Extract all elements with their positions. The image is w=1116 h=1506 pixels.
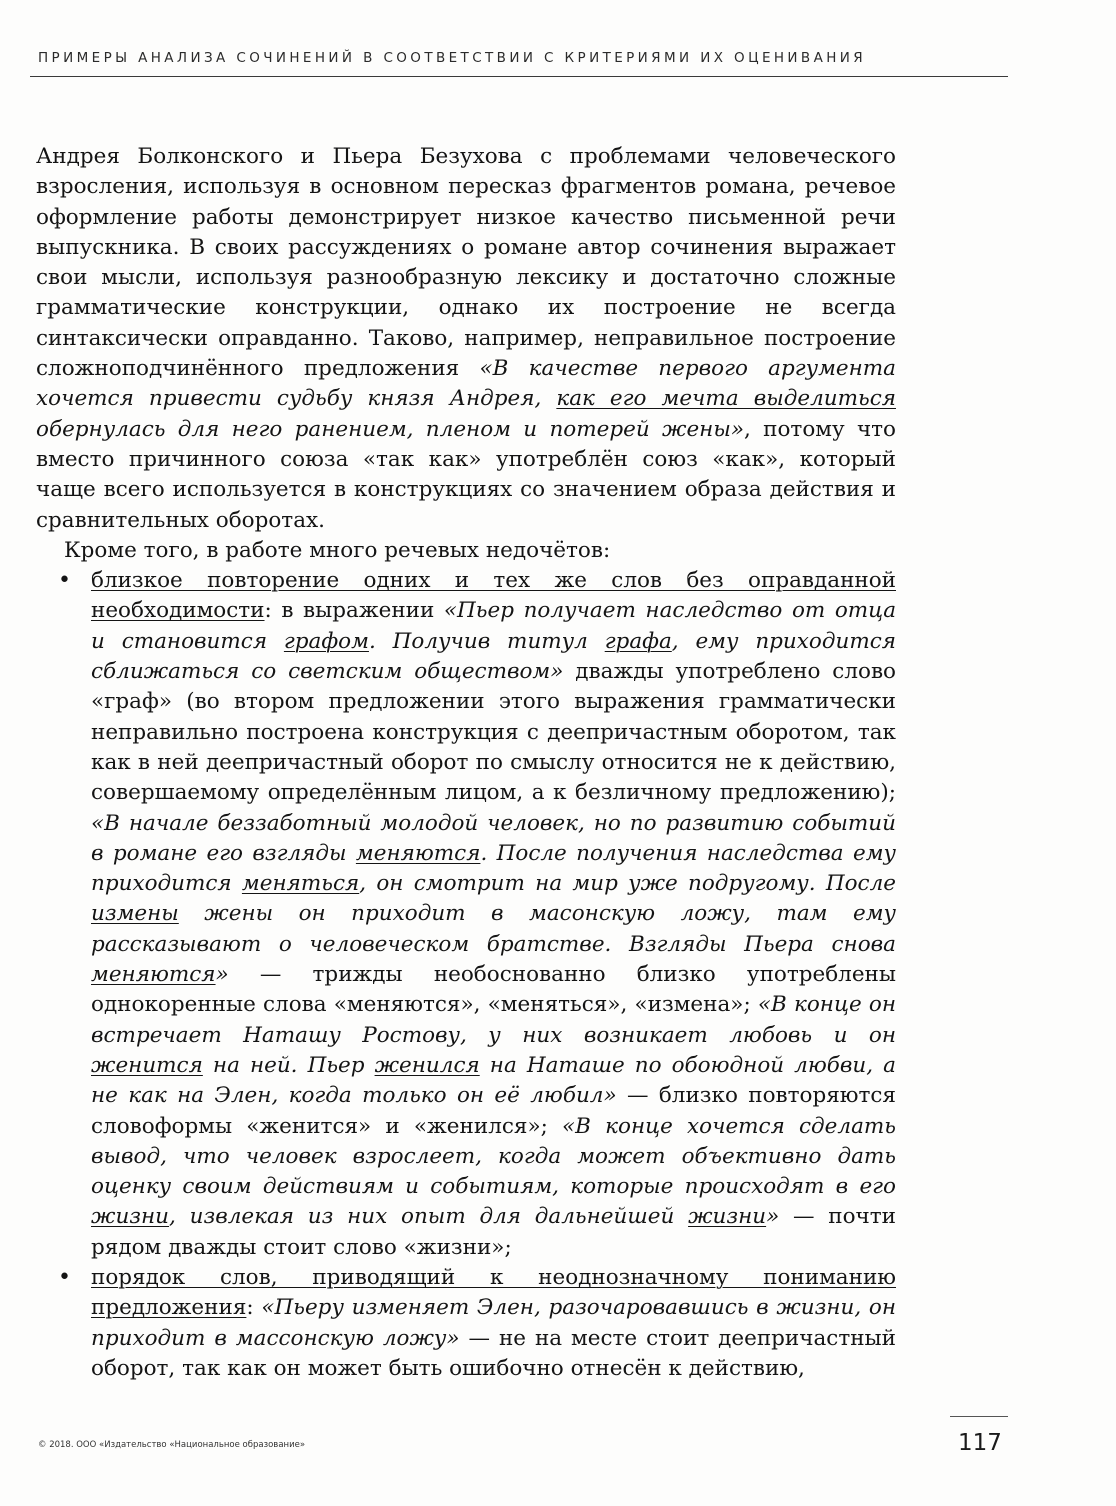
underlined-run: меняются (355, 840, 481, 866)
quote-run: . После получения наследства ему приходится (91, 840, 896, 897)
text-run: — не на месте стоит деепричастный оборот, так как он может быть ошибочно отнесён к действию, (91, 1325, 897, 1381)
running-head: ПРИМЕРЫ АНАЛИЗА СОЧИНЕНИЙ В СООТВЕТСТВИИ С КРИТЕРИЯМИ ИХ ОЦЕНИВАНИЯ (38, 50, 867, 66)
quote-run: «Пьеру изменяет Элен, разочаровавшись в жизни, он приходит в массонскую ложу» (91, 1295, 897, 1351)
underlined-run: измены (91, 901, 179, 927)
underlined-run: меняются (91, 962, 216, 988)
text-run: : (246, 1295, 262, 1321)
list-item (36, 566, 896, 1263)
quote-run: . Получив титул (368, 628, 605, 654)
bullet-lead: порядок слов, приводящий к неоднозначному пониманию предложения (91, 1264, 896, 1321)
quote-run: обернулась для него ранением, пленом и потерей жены» (36, 416, 744, 442)
quote-run: » (766, 1204, 780, 1230)
quote-run: «В начале беззаботный молодой человек, но по развитию событий в романе его взгляды (91, 810, 896, 866)
list-item (36, 1263, 896, 1384)
page-body (36, 142, 896, 1384)
underlined-run: жизни (91, 1204, 170, 1230)
bullet-lead: близкое повторение одних и тех же слов без оправданной необходимости (91, 568, 896, 624)
deficiency-list (36, 566, 896, 1384)
quote-run: » (215, 962, 229, 988)
quote-run: «В конце хочется сделать вывод, что человек взрослеет, когда может объективно дать оценку своим действиям и событиям, которые происходят в его (91, 1113, 896, 1200)
text-run: — близко повторяются словоформы «женится» и «женился»; (91, 1083, 896, 1139)
text-run: — почти рядом дважды стоит слово «жизни»; (91, 1204, 896, 1260)
underlined-run: графа (604, 628, 672, 654)
paragraph-analysis (36, 142, 896, 536)
underlined-run: женился (374, 1052, 480, 1078)
underlined-run: женится (91, 1052, 203, 1078)
footer-divider (950, 1416, 1008, 1417)
quote-run: , он смотрит на мир уже подругому. После (359, 871, 896, 897)
underlined-run: графом (283, 628, 369, 654)
underlined-run: как его мечта выделиться (556, 386, 896, 412)
page-number: 117 (958, 1430, 1002, 1456)
quote-run: «В качестве первого аргумента хочется привести судьбу князя Андрея, (36, 356, 896, 412)
underlined-run: меняться (241, 871, 360, 897)
text-run: дважды употреблено слово «граф» (во втором предложении этого выражения грамматически неправильно построена конструкция с деепричастным оборотом, так как в ней деепричастный оборот по смыслу относится не к действию, совершаемому определённым лицом, а к безличному предложению); (91, 659, 896, 806)
text-run: Андрея Болконского и Пьера Безухова с проблемами человеческого взросления, используя в основном пересказ фрагментов романа, речевое оформление работы демонстрирует низкое качество письменной речи выпускника. В своих рассуждениях о романе автор сочинения выражает свои мысли, используя разнообразную лексику и достаточно сложные грамматические конструкции, однако их построение не всегда синтаксически оправданно. Таково, например, неправильное построение сложноподчинённого предложения (36, 144, 896, 382)
underlined-run: жизни (688, 1204, 767, 1230)
text-run: : в выражении (264, 598, 444, 624)
text-run: — трижды необоснованно близко употреблены однокоренные слова «меняются», «меняться», «измена»; (91, 962, 896, 1018)
quote-run: на ней. Пьер (202, 1052, 375, 1078)
quote-run: на Наташе по обоюдной любви, а не как на Элен, когда только он её любил» (91, 1052, 896, 1109)
quote-run: , ему приходится сближаться со светским обществом» (91, 628, 896, 685)
paragraph-intro: Кроме того, в работе много речевых недочётов: (64, 537, 611, 563)
copyright-notice: © 2018. ООО «Издательство «Национальное образование» (38, 1440, 306, 1450)
quote-run: «Пьер получает наследство от отца и становится (91, 598, 897, 654)
header-divider (30, 76, 1008, 77)
quote-run: «В конце он встречает Наташу Ростову, у них возникает любовь и он (91, 992, 896, 1048)
quote-run: , извлекая из них опыт для дальнейшей (169, 1204, 689, 1230)
quote-run: жены он приходит в масонскую ложу, там ему рассказывают о человеческом братстве. Взгляды Пьера снова (91, 901, 896, 957)
text-run: , потому что вместо причинного союза «так как» употреблён союз «как», который чаще всего используется в конструкциях со значением образа действия и сравнительных оборотах. (36, 416, 896, 533)
